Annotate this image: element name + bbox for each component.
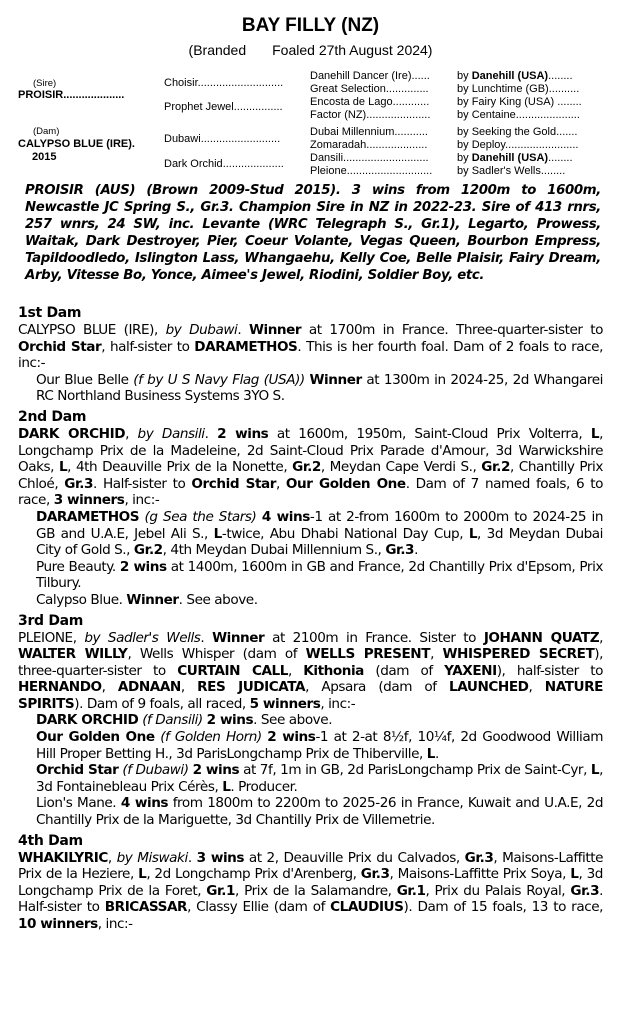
third-dam-progeny-4: Lion's Mane. 4 wins from 1800m to 2200m to 2025-26 in France, Kuwait and U.A.E, 2d Chantilly Prix de la Mariguette, 3d Chantilly Prix de Villemetrie. [36,795,604,829]
gen3-1: Danehill Dancer (Ire)...... [310,70,430,82]
dam-sections [18,305,603,933]
gen4-1: by Danehill (USA)........ [457,70,573,82]
gen3-6: Zomaradah.................... [310,139,428,151]
gen2-dark-orchid: Dark Orchid.................... [164,158,284,170]
gen3-4: Factor (NZ)..................... [310,109,431,121]
gen2-prophet-jewel: Prophet Jewel................ [164,101,283,113]
branded-label: (Branded [188,42,247,58]
gen4-4: by Centaine..................... [457,109,580,121]
sire-name: PROISIR.................... [18,89,125,101]
lot-title: BAY FILLY (NZ) [241,15,380,36]
gen3-5: Dubai Millennium........... [310,126,428,138]
third-dam-progeny-3: Orchid Star (f Dubawi) 2 wins at 7f, 1m in GB, 2d ParisLongchamp Prix de Saint-Cyr, L, 3d Fontainebleau Prix Cérès, L. Producer. [36,762,603,795]
third-dam-progeny-1: DARK ORCHID (f Dansili) 2 wins. See above. [36,712,333,729]
sire-role-label: (Sire) [33,78,57,89]
gen2-choisir: Choisir............................ [164,77,284,89]
fourth-dam-heading: 4th Dam [18,832,83,849]
sire-summary: PROISIR (AUS) (Brown 2009-Stud 2015). 3 wins from 1200m to 1600m, Newcastle JC Spring S., Gr.3. Champion Sire in NZ in 2022-23. Sire of 413 rnrs, 257 wnrs, 24 SW, inc. Levante (WRC Telegraph S., Gr.1), Legarto, Prowess, Waitak, Dark Destroyer, Pier, Coeur Volante, Vegas Queen, Bourbon Empress, Tapildoodledo, Islington Lass, Whangaehu, Kelly Coe, Belle Plaisir, Fairy Dream, Arby, Vitesse Bo, Yonce, Aimee's Jewel, Riodini, Soldier Boy, etc. [25,183,601,283]
second-dam-progeny-1: DARAMETHOS (g Sea the Stars) 4 wins-1 at 2-from 1600m to 2000m to 2024-25 in GB and U.A.E, Jebel Ali S., L-twice, Abu Dhabi National Day Cup, L, 3d Meydan Dubai City of Gold S., Gr.2, 4th Meydan Dubai Millennium S., Gr.3. [36,508,604,559]
gen2-dubawi: Dubawi.......................... [164,133,281,145]
second-dam-progeny-3: Calypso Blue. Winner. See above. [36,591,258,608]
dam-name: CALYPSO BLUE (IRE). [18,138,135,150]
gen3-7: Dansili............................ [310,152,429,164]
second-dam-progeny-2: Pure Beauty. 2 wins at 1400m, 1600m in GB and France, 2d Chantilly Prix d'Epsom, Prix Tilbury. [36,558,603,592]
foaled-date: Foaled 27th August 2024) [272,42,433,58]
second-dam-heading: 2nd Dam [18,408,87,425]
dam-year: 2015 [32,151,57,163]
third-dam-text: PLEIONE, by Sadler's Wells. Winner at 2100m in France. Sister to JOHANN QUATZ, WALTER WILLY, Wells Whisper (dam of WELLS PRESENT, WHISPERED SECRET), three-quarter-sister to CURTAIN CALL, Kithonia (dam of YAXENI), half-sister to HERNANDO, ADNAAN, RES JUDICATA, Apsara (dam of LAUNCHED, NATURE SPIRITS). Dam of 9 foals, all raced, 5 winners, inc:- [18,629,604,712]
fourth-dam-text: WHAKILYRIC, by Miswaki. 3 wins at 2, Deauville Prix du Calvados, Gr.3, Maisons-Laffitte Prix de la Heziere, L, 2d Longchamp Prix d'Arenberg, Gr.3, Maisons-Laffitte Prix Soya, L, 3d Longchamp Prix de la Foret, Gr.1, Prix de la Salamandre, Gr.1, Prix du Palais Royal, Gr.3. Half-sister to BRICASSAR, Classy Ellie (dam of CLAUDIUS). Dam of 15 foals, 13 to race, 10 winners, inc:- [18,849,604,932]
first-dam-progeny: Our Blue Belle (f by U S Navy Flag (USA)) Winner at 1300m in 2024-25, 2d Whangarei RC Northland Business Systems 3YO S. [36,371,603,405]
gen3-2: Great Selection.............. [310,83,429,95]
third-dam-heading: 3rd Dam [18,612,84,629]
second-dam-text: DARK ORCHID, by Dansili. 2 wins at 1600m, 1950m, Saint-Cloud Prix Volterra, L, Longchamp Prix de la Madeleine, 2d Saint-Cloud Prix Parade d'Amour, 3d Warwickshire Oaks, L, 4th Deauville Prix de la Nonette, Gr.2, Meydan Cape Verdi S., Gr.2, Chantilly Prix Chloé, Gr.3. Half-sister to Orchid Star, Our Golden One. Dam of 7 named foals, 6 to race, 3 winners, inc:- [18,425,603,509]
gen4-3: by Fairy King (USA) ........ [457,96,582,108]
gen3-3: Encosta de Lago............ [310,96,430,108]
gen4-2: by Lunchtime (GB).......... [457,83,580,95]
lot-subtitle [0,42,621,58]
gen4-6: by Deploy........................ [457,139,579,151]
gen4-8: by Sadler's Wells........ [457,165,566,177]
first-dam-text: CALYPSO BLUE (IRE), by Dubawi. Winner at 1700m in France. Three-quarter-sister to Orchid Star, half-sister to DARAMETHOS. This is her fourth foal. Dam of 2 foals to race, inc:- [18,322,603,372]
first-dam-heading: 1st Dam [18,305,82,321]
dam-role-label: (Dam) [33,126,60,137]
gen4-7: by Danehill (USA)........ [457,152,573,164]
gen4-5: by Seeking the Gold....... [457,126,578,138]
gen3-8: Pleione............................ [310,165,433,177]
third-dam-progeny-2: Our Golden One (f Golden Horn) 2 wins-1 at 2-at 8½f, 10¼f, 2d Goodwood William Hill Proper Betting H., 3d ParisLongchamp Prix de Thiberville, L. [36,729,604,762]
